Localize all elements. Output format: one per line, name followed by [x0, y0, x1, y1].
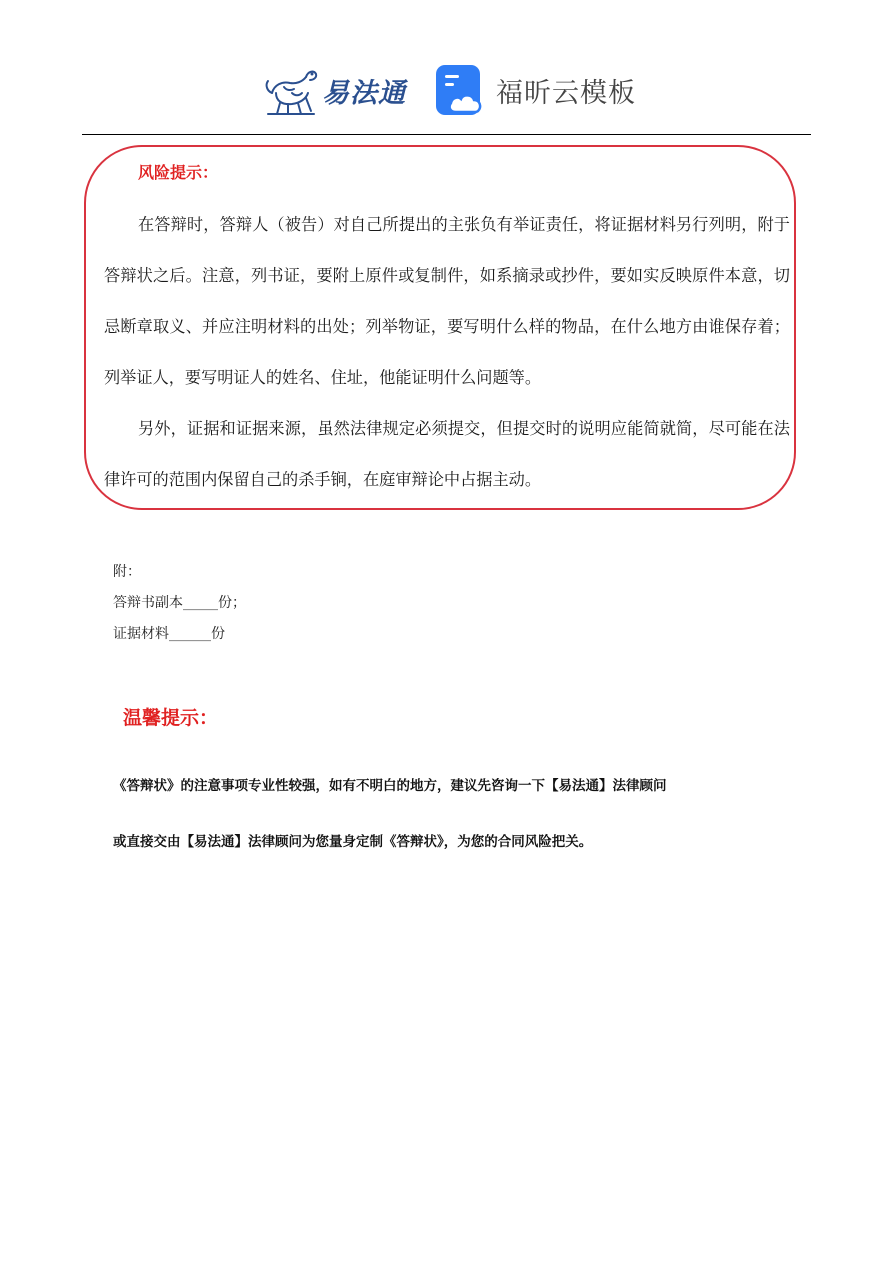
attachments-section: [113, 557, 246, 650]
warm-tip-line: 或直接交由【易法通】法律顾问为您量身定制《答辩状》，为您的合同风险把关。: [113, 834, 593, 850]
cloud-document-icon: [434, 64, 488, 116]
fuxin-brand-text: 福昕云模板: [496, 77, 636, 109]
header: [0, 58, 893, 124]
risk-paragraph: 另外，证据和证据来源，虽然法律规定必须提交，但提交时的说明应能简就简，尽可能在法律许可的范围内保留自己的杀手锏，在庭审辩论中占据主动。: [104, 419, 790, 489]
warm-tip-line: 《答辩状》的注意事项专业性较强，如有不明白的地方，建议先咨询一下【易法通】法律顾问: [113, 778, 667, 794]
fuxin-logo: [434, 64, 636, 116]
yifatong-brand-text: 易法通: [322, 77, 406, 109]
attachment-line: 答辩书副本_____份；: [113, 595, 246, 611]
attachments-label: 附：: [113, 564, 141, 580]
risk-notice-title: 风险提示：: [138, 163, 219, 182]
warm-tip-body: [113, 758, 793, 870]
qilin-icon: [262, 63, 320, 117]
warm-tip-title: 温馨提示：: [123, 707, 219, 729]
header-divider: [82, 134, 811, 135]
attachment-line: 证据材料______份: [113, 626, 225, 642]
yifatong-logo: [262, 62, 412, 118]
risk-notice-body: [104, 199, 790, 505]
risk-paragraph: 在答辩时，答辩人（被告）对自己所提出的主张负有举证责任，将证据材料另行列明，附于答辩状之后。注意，列书证，要附上原件或复制件，如系摘录或抄件，要如实反映原件本意，切忌断章取义、并应注明材料的出处；列举物证，要写明什么样的物品，在什么地方由谁保存着；列举证人，要写明证人的姓名、住址，他能证明什么问题等。: [104, 215, 790, 387]
